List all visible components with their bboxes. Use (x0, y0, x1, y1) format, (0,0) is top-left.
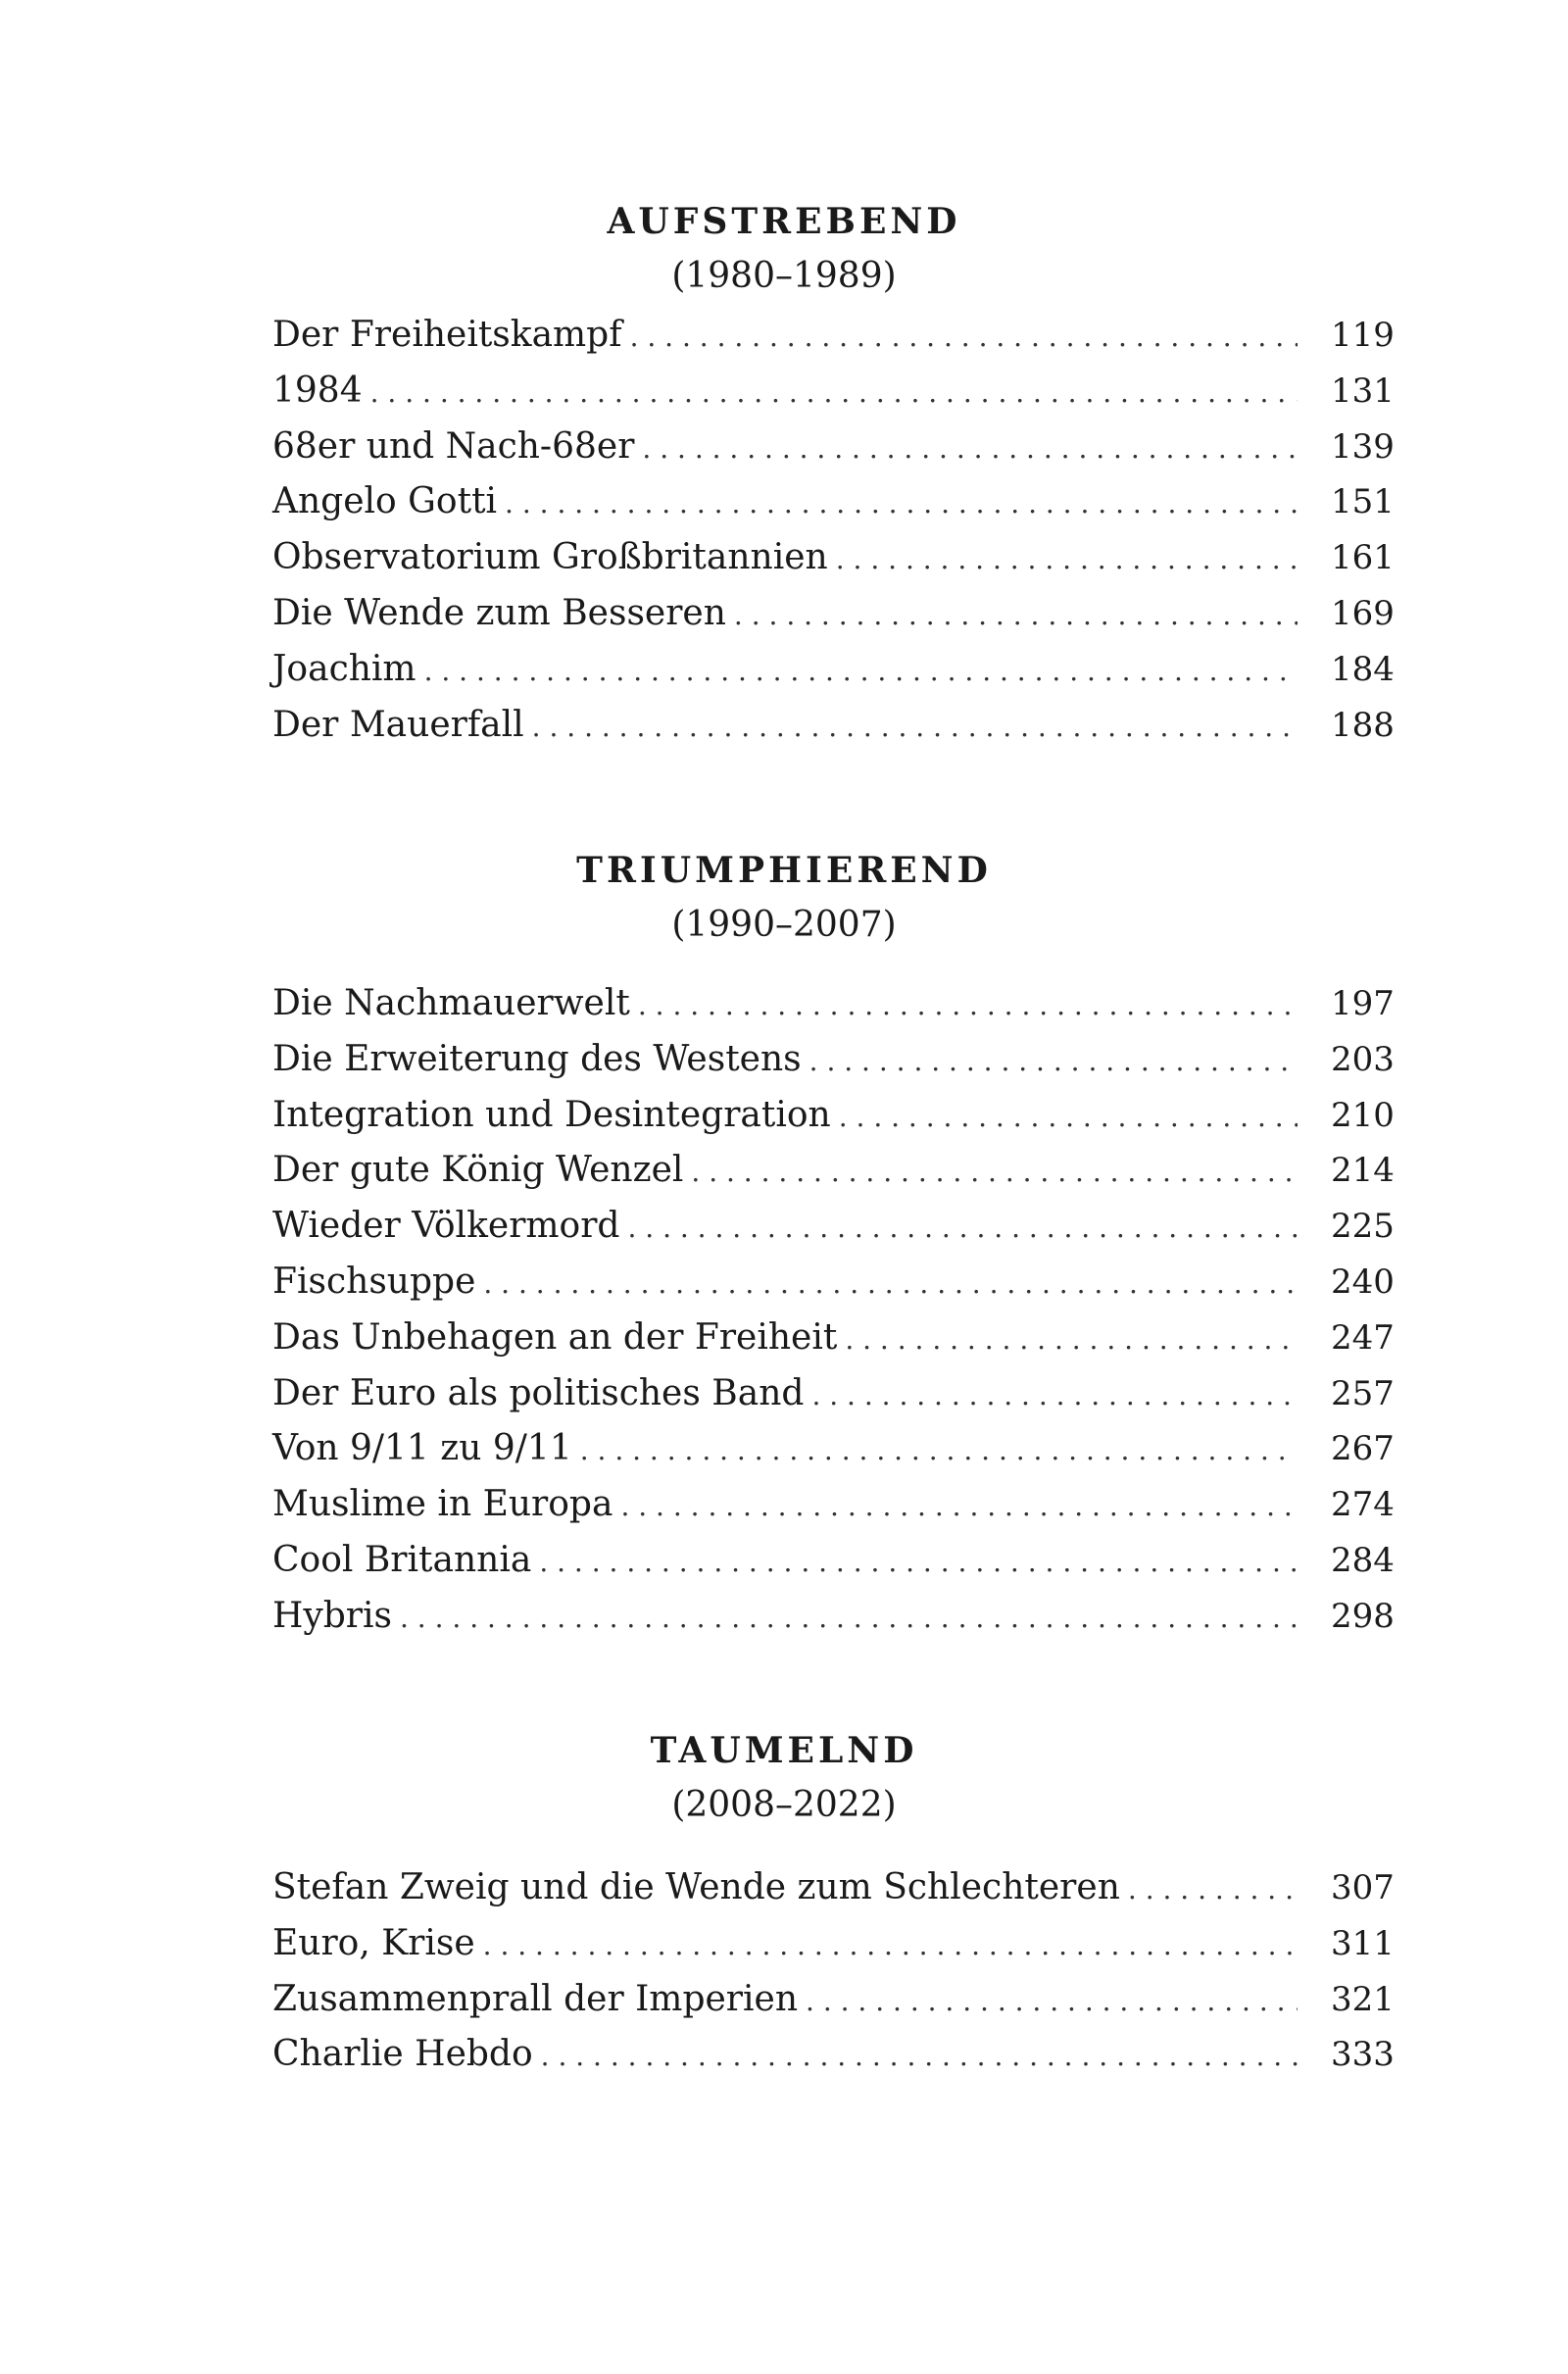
dot-leader (806, 1974, 1298, 2030)
toc-list-aufstrebend (272, 308, 1395, 753)
toc-entry[interactable] (272, 1032, 1395, 1088)
section-triumphierend (0, 843, 1568, 953)
dot-leader (580, 1423, 1298, 1479)
toc-entry-page: 311 (1331, 1923, 1395, 1963)
toc-entry[interactable] (272, 1421, 1395, 1477)
dot-leader (836, 532, 1298, 588)
toc-entry[interactable] (272, 1860, 1395, 1916)
toc-entry-page: 214 (1331, 1151, 1395, 1191)
toc-entry[interactable] (272, 1589, 1395, 1645)
toc-entry[interactable] (272, 364, 1395, 420)
section-title: TRIUMPHIEREND (576, 850, 992, 891)
toc-entry-title: Der Freiheitskampf (272, 308, 630, 364)
section-title: AUFSTREBEND (607, 201, 961, 242)
toc-entry[interactable] (272, 1199, 1395, 1255)
toc-entry-page: 333 (1331, 2035, 1395, 2075)
dot-leader (845, 1312, 1298, 1368)
toc-entry-title: Zusammenprall der Imperien (272, 1972, 806, 2028)
toc-list-taumelnd (272, 1860, 1395, 2083)
dot-leader (630, 310, 1298, 366)
toc-entry-title: Die Erweiterung des Westens (272, 1032, 809, 1088)
toc-entry-title: Wieder Völkermord (272, 1199, 627, 1255)
toc-entry[interactable] (272, 1255, 1395, 1311)
toc-entry-page: 119 (1331, 316, 1395, 355)
toc-entry[interactable] (272, 698, 1395, 754)
toc-entry-title: Das Unbehagen an der Freiheit (272, 1311, 845, 1366)
toc-entry[interactable] (272, 2027, 1395, 2083)
toc-entry[interactable] (272, 1477, 1395, 1533)
toc-entry[interactable] (272, 1972, 1395, 2028)
toc-entry-page: 240 (1331, 1261, 1395, 1302)
toc-entry[interactable] (272, 1366, 1395, 1422)
toc-entry-page: 203 (1331, 1039, 1395, 1079)
toc-entry[interactable] (272, 1916, 1395, 1972)
toc-entry-title: Die Wende zum Besseren (272, 586, 734, 642)
dot-leader (691, 1145, 1298, 1201)
dot-leader (370, 366, 1298, 421)
toc-entry-title: Stefan Zweig und die Wende zum Schlechteren (272, 1860, 1128, 1916)
toc-entry-title: Euro, Krise (272, 1916, 483, 1972)
toc-entry-page: 139 (1331, 426, 1395, 467)
toc-entry[interactable] (272, 1143, 1395, 1199)
dot-leader (811, 1368, 1298, 1424)
toc-entry[interactable] (272, 1311, 1395, 1366)
toc-entry-title: 1984 (272, 364, 370, 420)
toc-entry[interactable] (272, 586, 1395, 642)
toc-entry-title: Hybris (272, 1589, 400, 1645)
dot-leader (400, 1591, 1298, 1647)
section-years: (1980–1989) (671, 256, 897, 296)
toc-entry-page: 298 (1331, 1596, 1395, 1636)
toc-entry-page: 274 (1331, 1485, 1395, 1525)
toc-entry[interactable] (272, 1088, 1395, 1144)
toc-entry-title: Muslime in Europa (272, 1477, 620, 1533)
toc-entry-title: Von 9/11 zu 9/11 (272, 1421, 580, 1477)
toc-entry-page: 197 (1331, 984, 1395, 1023)
toc-entry-page: 151 (1331, 482, 1395, 522)
toc-entry-page: 210 (1331, 1095, 1395, 1135)
dot-leader (638, 978, 1298, 1034)
toc-entry[interactable] (272, 308, 1395, 364)
toc-entry-page: 169 (1331, 593, 1395, 633)
toc-entry-title: Charlie Hebdo (272, 2027, 541, 2083)
section-taumelnd (0, 1723, 1568, 1833)
toc-entry-title: Fischsuppe (272, 1255, 483, 1311)
section-years: (1990–2007) (671, 905, 897, 945)
toc-list-triumphierend (272, 976, 1395, 1645)
toc-entry-page: 161 (1331, 538, 1395, 578)
toc-entry-page: 257 (1331, 1373, 1395, 1413)
toc-entry-title: Angelo Gotti (272, 474, 505, 530)
toc-entry-title: Cool Britannia (272, 1533, 539, 1589)
dot-leader (483, 1257, 1298, 1312)
toc-entry-page: 184 (1331, 649, 1395, 689)
toc-entry-page: 131 (1331, 371, 1395, 411)
toc-entry[interactable] (272, 1533, 1395, 1589)
toc-entry-page: 247 (1331, 1317, 1395, 1358)
toc-entry-title: Integration und Desintegration (272, 1088, 839, 1144)
toc-entry-page: 321 (1331, 1979, 1395, 2019)
section-aufstrebend (0, 194, 1568, 304)
toc-entry-page: 267 (1331, 1429, 1395, 1469)
toc-entry[interactable] (272, 642, 1395, 698)
dot-leader (734, 588, 1298, 644)
dot-leader (541, 2029, 1298, 2085)
dot-leader (627, 1201, 1298, 1257)
dot-leader (539, 1535, 1298, 1591)
toc-entry[interactable] (272, 976, 1395, 1032)
section-title: TAUMELND (650, 1730, 918, 1771)
dot-leader (483, 1918, 1298, 1974)
toc-entry-page: 284 (1331, 1540, 1395, 1580)
dot-leader (642, 421, 1298, 477)
dot-leader (532, 700, 1298, 756)
toc-entry-title: Der Euro als politisches Band (272, 1366, 811, 1422)
toc-entry[interactable] (272, 530, 1395, 586)
dot-leader (424, 644, 1298, 700)
toc-entry-title: Observatorium Großbritannien (272, 530, 836, 586)
toc-entry[interactable] (272, 474, 1395, 530)
toc-entry-title: Joachim (272, 642, 424, 698)
toc-entry[interactable] (272, 420, 1395, 475)
dot-leader (505, 476, 1298, 532)
section-years: (2008–2022) (671, 1785, 897, 1825)
dot-leader (620, 1479, 1298, 1535)
dot-leader (839, 1090, 1298, 1146)
toc-entry-title: Der gute König Wenzel (272, 1143, 691, 1199)
toc-entry-title: Die Nachmauerwelt (272, 976, 638, 1032)
toc-entry-page: 307 (1331, 1868, 1395, 1907)
toc-entry-title: 68er und Nach-68er (272, 420, 642, 475)
toc-entry-page: 225 (1331, 1207, 1395, 1247)
toc-entry-page: 188 (1331, 705, 1395, 745)
toc-entry-title: Der Mauerfall (272, 698, 532, 754)
dot-leader (809, 1034, 1298, 1090)
dot-leader (1128, 1862, 1298, 1918)
